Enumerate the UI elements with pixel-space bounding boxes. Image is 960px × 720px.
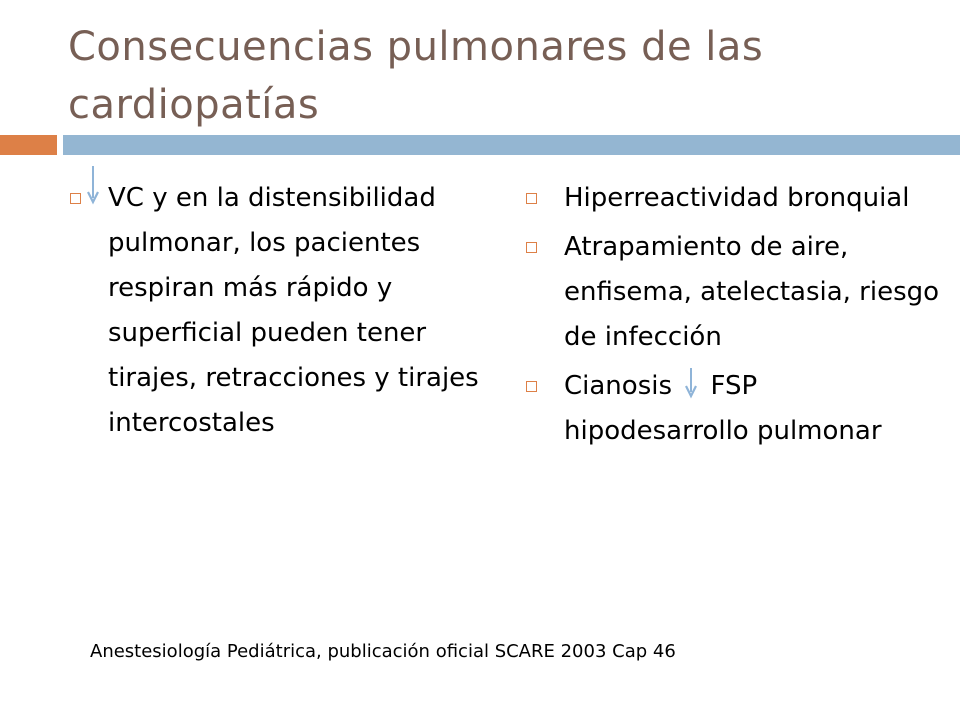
- title-divider-bar: [63, 135, 960, 155]
- list-item: [64, 176, 484, 446]
- list-item-text-before: Cianosis: [564, 371, 673, 401]
- list-item: [520, 176, 940, 221]
- square-bullet-icon: [526, 193, 537, 204]
- list-item-text: Hiperreactividad bronquial: [564, 183, 910, 213]
- list-item-text: VC y en la distensibilidad pulmonar, los pacientes respiran más rápido y superficial pueden tener tirajes, retracciones y tirajes intercostales: [108, 183, 479, 438]
- down-arrow-icon: [86, 164, 100, 206]
- list-item-text-after: FSP hipodesarrollo pulmonar: [564, 371, 882, 446]
- right-column: [520, 176, 940, 458]
- list-item: [520, 225, 940, 360]
- citation: Anestesiología Pediátrica, publicación oficial SCARE 2003 Cap 46: [90, 641, 676, 662]
- square-bullet-icon: [526, 242, 537, 253]
- down-arrow-icon: [684, 366, 698, 400]
- list-item-text: Atrapamiento de aire, enfisema, atelectasia, riesgo de infección: [564, 232, 940, 352]
- title-divider-accent: [0, 135, 57, 155]
- slide-title: Consecuencias pulmonares de las cardiopatías: [68, 24, 764, 128]
- square-bullet-icon: [526, 381, 537, 392]
- square-bullet-icon: [70, 193, 81, 204]
- list-item: [520, 364, 940, 454]
- left-column: [64, 176, 484, 450]
